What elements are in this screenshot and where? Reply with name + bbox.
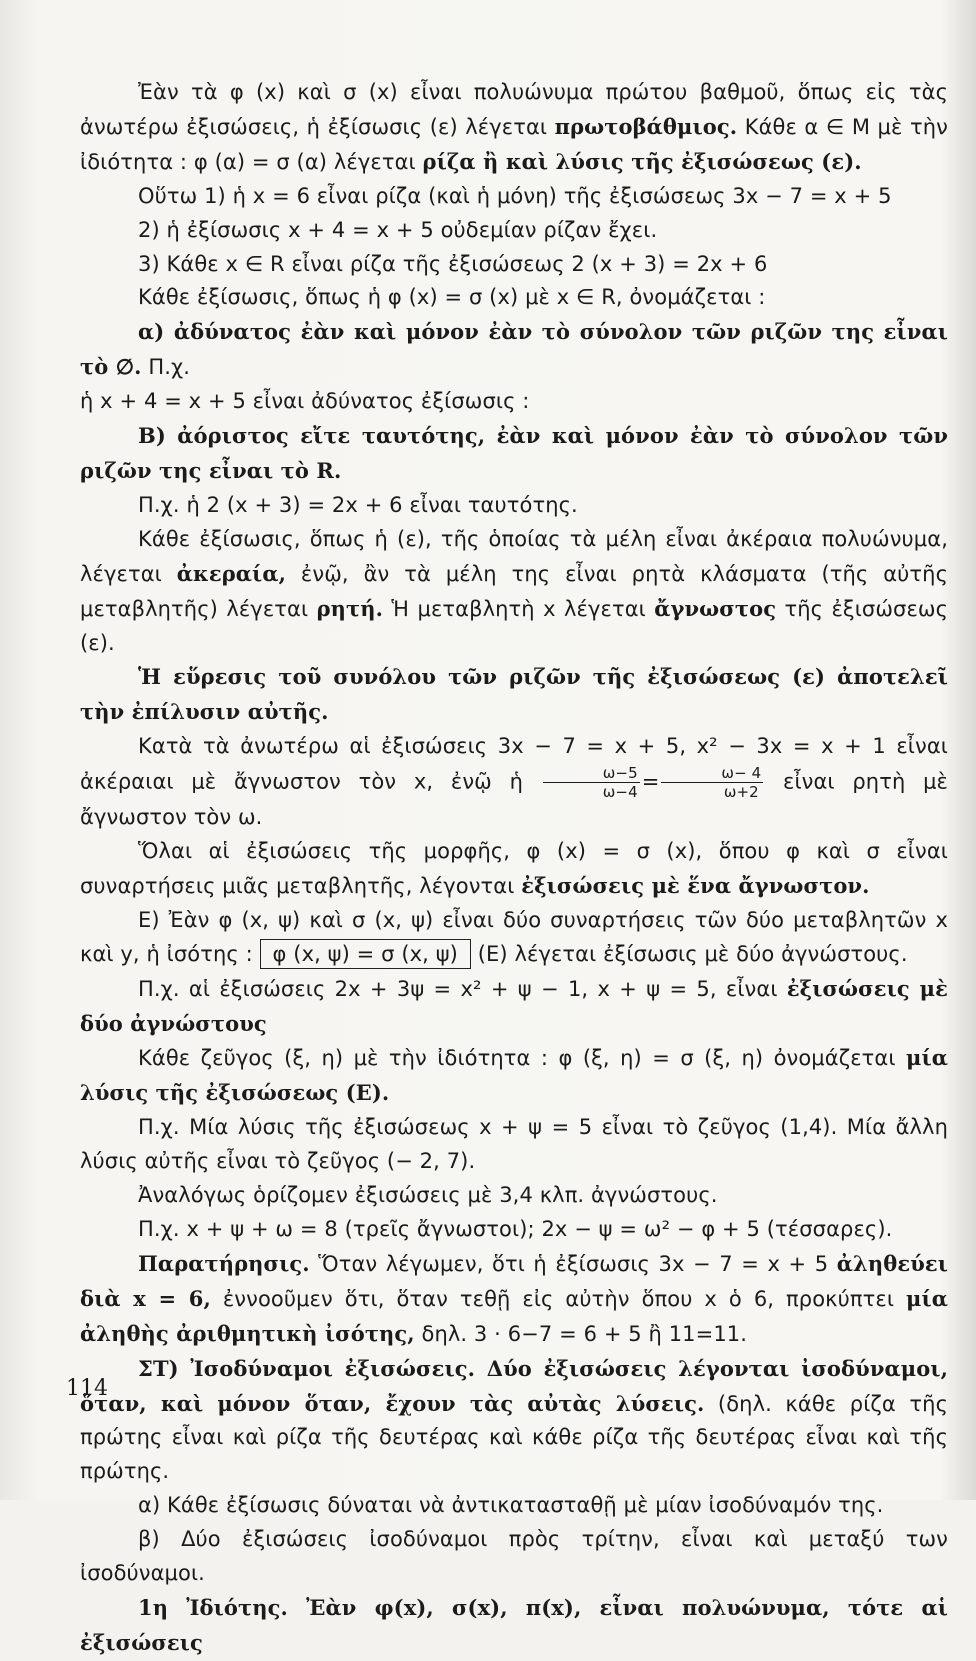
paragraph-linear-definition: Ἐὰν τὰ φ (x) καὶ σ (x) εἶναι πολυώνυμα πρώτου βαθμοῦ, ὅπως εἰς τὰς ἀνωτέρω ἐξισώσεις, ἡ ἐξίσωσις (ε) λέγεται πρωτοβάθμιος. Κάθε α ∈ Μ μὲ τὴν ἰδιότητα : φ (α) = σ (α) λέγεται ρίζα ἢ καὶ λύσις τῆς ἐξισώσεως (ε). — [80, 80, 948, 174]
more-unknowns: Ἀναλόγως ὁρίζομεν ἐξισώσεις μὲ 3,4 κλπ. ἀγνώστους. — [138, 1183, 718, 1208]
more-unknowns-example: Π.χ. x + ψ + ω = 8 (τρεῖς ἄγνωστοι); 2x − ψ = ω² − φ + 5 (τέσσαρες). — [138, 1217, 893, 1241]
identity-definition: Β) ἀόριστος εἴτε ταυτότης, ἐὰν καὶ μόνον ἐὰν τὸ σύνολον τῶν ριζῶν της εἶναι τὸ R. — [80, 423, 948, 483]
equivalent-equations-definition: ΣΤ) Ἰσοδύναμοι ἐξισώσεις. Δύο ἐξισώσεις λέγονται ἰσοδύναμοι, ὅταν, καὶ μόνον ὅταν, ἔχουν τὰς αὐτὰς λύσεις. (δηλ. κάθε ρίζα τῆς πρώτης εἶναι καὶ ρίζα τῆς δευτέρας καὶ κάθε ρίζα τῆς δευτέρας εἶναι καὶ τῆς πρώτης. — [80, 1355, 948, 1484]
fraction-1: $\frac{\omega-5}{\omega-4}$ — [543, 764, 640, 801]
example-2: 2) ἡ ἐξίσωσις x + 4 = x + 5 οὐδεμίαν ρίζαν ἔχει. — [138, 217, 658, 242]
page-text — [80, 76, 948, 1661]
solution-pair-definition: Κάθε ζεῦγος (ξ, η) μὲ τὴν ἰδιότητα : φ (ξ, η) = σ (ξ, η) ὀνομάζεται μία λύσις τῆς ἐξισώσεως (Ε). — [80, 1045, 948, 1106]
solution-pair-example: Π.χ. Μία λύσις τῆς ἐξισώσεως x + ψ = 5 εἶναι τὸ ζεῦγος (1,4). Μία ἄλλη λύσις αὐτῆς εἶναι τὸ ζεῦγος (− 2, 7). — [80, 1115, 948, 1174]
integral-rational-paragraph: Κάθε ἐξίσωσις, ὅπως ἡ (ε), τῆς ὁποίας τὰ μέλη εἶναι ἀκέραια πολυώνυμα, λέγεται ἀκεραία, ἐνῷ, ἂν τὰ μέλη της εἶναι ρητὰ κλάσματα (τῆς αὐτῆς μεταβλητῆς) λέγεται ρητή. Ἡ μεταβλητὴ x λέγεται ἄγνωστος τῆς ἐξισώσεως (ε). — [80, 526, 949, 655]
first-property-heading: 1η Ἰδιότης. Ἐὰν φ(x), σ(x), π(x), εἶναι πολυώνυμα, τότε αἱ ἐξισώσεις — [80, 1594, 948, 1655]
identity-example: Π.χ. ἡ 2 (x + 3) = 2x + 6 εἶναι ταυτότης. — [138, 492, 578, 517]
examples-integral-rational: Κατὰ τὰ ἀνωτέρω αἱ ἐξισώσεις 3x − 7 = x + 5, x² − 3x = x + 1 εἶναι ἀκέραιαι μὲ ἄγνωστον τὸν x, ἐνῷ ἡ $\frac{\omega-5}{\omega-4}$ = $\frac{\omega- 4}{\omega+2}$ εἶναι ρητὴ μὲ ἄγνωστον τὸν ω. — [80, 734, 948, 830]
equivalence-property-b: β) Δύο ἐξισώσεις ἰσοδύναμοι πρὸς τρίτην, εἶναι καὶ μεταξύ των ἰσοδύναμοι. — [80, 1527, 948, 1586]
one-unknown-paragraph: Ὅλαι αἱ ἐξισώσεις τῆς μορφῆς, φ (x) = σ (x), ὅπου φ καὶ σ εἶναι συναρτήσεις μιᾶς μεταβλητῆς, λέγονται ἐξισώσεις μὲ ἕνα ἄγνωστον. — [80, 839, 948, 898]
impossible-example: ἡ x + 4 = x + 5 εἶναι ἀδύνατος ἐξίσωσις : — [80, 389, 530, 414]
impossible-definition: α) ἀδύνατος ἐὰν καὶ μόνον ἐὰν τὸ σύνολον τῶν ριζῶν της εἶναι τὸ ∅. Π.χ. — [80, 319, 948, 380]
page-number: 114 — [66, 1376, 108, 1401]
remark-paragraph: Παρατήρησις. Ὅταν λέγωμεν, ὅτι ἡ ἐξίσωσις 3x − 7 = x + 5 ἀληθεύει διὰ x = 6, ἐννοοῦμεν ὅτι, ὅταν τεθῇ εἰς αὐτὴν ὅπου x ὁ 6, προκύπτει μία ἀληθὴς ἀριθμητικὴ ἰσότης, δηλ. 3 · 6−7 = 6 + 5 ἢ 11=11. — [80, 1250, 948, 1346]
two-unknowns-example: Π.χ. αἱ ἐξισώσεις 2x + 3ψ = x² + ψ − 1, x + ψ = 5, εἶναι ἐξισώσεις μὲ δύο ἀγνώστους — [80, 975, 948, 1036]
example-1: Οὕτω 1) ἡ x = 6 εἶναι ρίζα (καὶ ἡ μόνη) τῆς ἐξισώσεως 3x − 7 = x + 5 — [138, 183, 892, 208]
equivalence-property-a: α) Κάθε ἐξίσωσις δύναται νὰ ἀντικατασταθῇ μὲ μίαν ἰσοδύναμόν της. — [138, 1493, 884, 1518]
example-3: 3) Κάθε x ∈ R εἶναι ρίζα τῆς ἐξισώσεως 2 (x + 3) = 2x + 6 — [138, 251, 768, 276]
two-unknowns-definition: Ε) Ἐὰν φ (x, ψ) καὶ σ (x, ψ) εἶναι δύο συναρτήσεις τῶν δύο μεταβλητῶν x καὶ y, ἡ ἰσότης : φ (x, ψ) = σ (x, ψ) (Ε) λέγεται ἐξίσωσις μὲ δύο ἀγνώστους. — [80, 904, 948, 972]
solving-definition: Ἡ εὕρεσις τοῦ συνόλου τῶν ριζῶν τῆς ἐξισώσεως (ε) ἀποτελεῖ τὴν ἐπίλυσιν αὐτῆς. — [80, 664, 948, 725]
boxed-equation: φ (x, ψ) = σ (x, ψ) — [260, 939, 471, 969]
fraction-2: $\frac{\omega- 4}{\omega+2}$ — [661, 764, 763, 801]
classification-intro: Κάθε ἐξίσωσις, ὅπως ἡ φ (x) = σ (x) μὲ x ∈ R, ὀνομάζεται : — [138, 285, 766, 310]
